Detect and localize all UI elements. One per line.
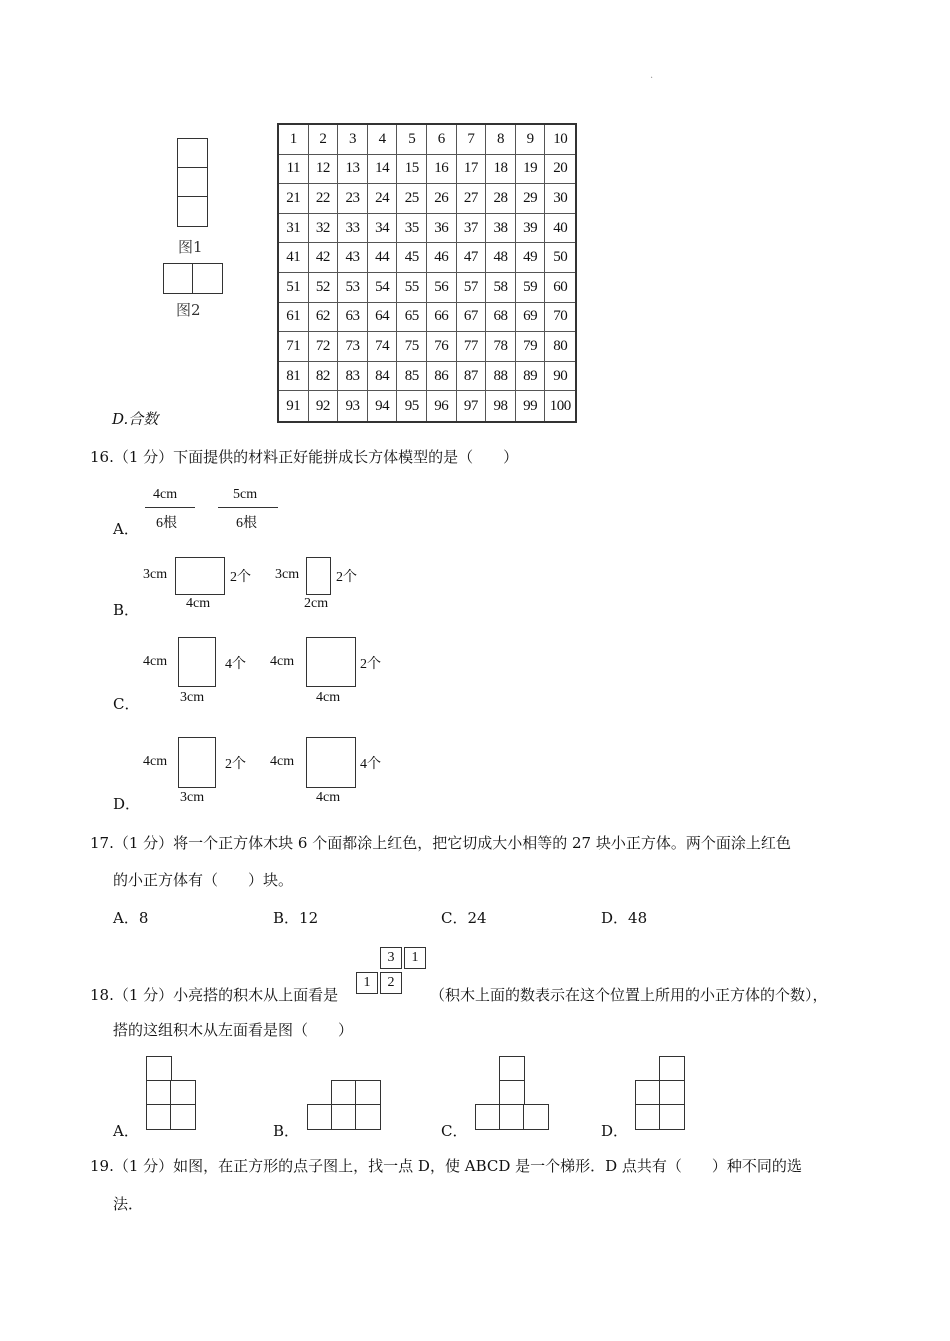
grid-cell: 92 [309,391,339,421]
grid-cell: 68 [486,303,516,333]
top-view-cell: 2 [380,972,402,994]
grid-cell: 88 [486,362,516,392]
grid-cell: 13 [338,155,368,185]
grid-cell: 57 [457,273,487,303]
grid-cell: 79 [516,332,546,362]
grid-cell: 55 [397,273,427,303]
grid-cell: 28 [486,184,516,214]
q16-option-b-label: B． [113,601,140,619]
grid-cell: 46 [427,243,457,273]
q16-stem: 16.（1 分）下面提供的材料正好能拼成长方体模型的是（ ） [90,448,519,466]
grid-cell: 100 [549,397,571,414]
q16-b-rect1-count: 2个 [230,570,251,585]
grid-cell: 75 [397,332,427,362]
q16-b-rect2-bottom: 2cm [304,596,329,611]
grid-cell: 58 [486,273,516,303]
q16-a-stick1-count: 6根 [156,516,177,531]
grid-cell: 43 [338,243,368,273]
grid-cell: 99 [516,391,546,421]
grid-cell: 77 [457,332,487,362]
grid-cell: 31 [279,214,309,244]
grid-cell: 61 [279,303,309,333]
fig2-square-right [192,263,223,294]
grid-cell: 16 [427,155,457,185]
q16-a-stick1 [145,507,195,508]
q16-c-rect2-bottom: 4cm [316,690,341,705]
q16-option-a-label: A． [113,520,139,538]
q18-stem-suffix: （积木上面的数表示在这个位置上所用的小正方体的个数）， [430,986,828,1004]
grid-cell: 81 [279,362,309,392]
q16-c-rect2 [306,637,356,687]
grid-cell: 71 [279,332,309,362]
grid-cell: 37 [457,214,487,244]
grid-cell: 39 [516,214,546,244]
grid-cell: 47 [457,243,487,273]
grid-cell: 93 [338,391,368,421]
grid-cell: 35 [397,214,427,244]
grid-cell: 24 [368,184,398,214]
fig2-square-left [163,263,194,294]
top-view-cell: 1 [404,947,426,969]
grid-cell: 52 [309,273,339,303]
q16-c-rect1-bottom: 3cm [180,690,205,705]
grid-cell: 27 [457,184,487,214]
q16-option-d-label: D． [113,795,141,813]
q16-d-rect1-side: 4cm [143,754,168,769]
grid-cell: 72 [309,332,339,362]
grid-cell: 91 [279,391,309,421]
q19-line2: 法． [113,1195,144,1213]
fig2-label: 图2 [176,301,201,319]
grid-cell: 73 [338,332,368,362]
grid-cell: 64 [368,303,398,333]
grid-cell: 59 [516,273,546,303]
fig1-label: 图1 [178,238,203,256]
grid-cell: 60 [545,273,575,303]
grid-cell: 33 [338,214,368,244]
top-view-cell: 1 [356,972,378,994]
q16-b-rect1-side: 3cm [143,567,168,582]
grid-cell: 51 [279,273,309,303]
q17-option-c: C．24 [441,909,487,927]
grid-cell: 34 [368,214,398,244]
grid-cell: 15 [397,155,427,185]
grid-cell: 66 [427,303,457,333]
q18-option-c-label: C． [441,1122,468,1140]
grid-cell: 85 [397,362,427,392]
grid-cell: 74 [368,332,398,362]
q16-a-stick2 [218,507,278,508]
grid-cell: 89 [516,362,546,392]
grid-cell: 23 [338,184,368,214]
grid-cell: 32 [309,214,339,244]
q16-b-rect2-side: 3cm [275,567,300,582]
q16-option-c-label: C． [113,695,140,713]
top-view-cell: 3 [380,947,402,969]
grid-cell: 41 [279,243,309,273]
grid-cell: 40 [545,214,575,244]
grid-cell: 62 [309,303,339,333]
grid-cell: 80 [545,332,575,362]
grid-cell: 5 [397,125,427,155]
grid-cell: 44 [368,243,398,273]
q16-b-rect1 [175,557,225,595]
grid-cell: 4 [368,125,398,155]
q17-option-a: A．8 [113,909,149,927]
grid-cell: 29 [516,184,546,214]
q16-d-rect2-side: 4cm [270,754,295,769]
fig1-square-bottom [177,196,208,227]
fig1-square-middle [177,167,208,198]
grid-cell: 7 [457,125,487,155]
grid-cell: 45 [397,243,427,273]
grid-cell: 30 [545,184,575,214]
q16-b-rect2-count: 2个 [336,570,357,585]
q17-line2: 的小正方体有（ ）块。 [113,871,294,889]
grid-cell: 36 [427,214,457,244]
grid-cell: 76 [427,332,457,362]
grid-cell: 98 [486,391,516,421]
q16-c-rect1-count: 4个 [225,657,246,672]
q16-b-rect2 [306,557,331,595]
grid-cell: 87 [457,362,487,392]
grid-cell: 90 [545,362,575,392]
grid-cell: 12 [309,155,339,185]
grid-cell: 95 [397,391,427,421]
grid-cell: 49 [516,243,546,273]
q16-a-stick2-length: 5cm [233,487,258,502]
q18-stem-prefix: 18.（1 分）小亮搭的积木从上面看是 [90,986,339,1004]
grid-cell: 18 [486,155,516,185]
grid-cell: 17 [457,155,487,185]
hundred-number-grid [277,123,577,423]
grid-cell: 10 [545,125,575,155]
grid-cell: 83 [338,362,368,392]
q16-c-rect1-side: 4cm [143,654,168,669]
grid-cell: 11 [279,155,309,185]
grid-cell: 54 [368,273,398,303]
q16-a-stick2-count: 6根 [236,516,257,531]
grid-cell: 26 [427,184,457,214]
q16-d-rect2-bottom: 4cm [316,790,341,805]
grid-cell: 22 [309,184,339,214]
grid-cell: 8 [486,125,516,155]
grid-cell: 53 [338,273,368,303]
fig1-square-top [177,138,208,169]
grid-cell: 67 [457,303,487,333]
q18-option-b-label: B． [273,1122,300,1140]
q16-c-rect1 [178,637,216,687]
grid-cell: 82 [309,362,339,392]
q16-d-rect1 [178,737,216,788]
grid-cell: 38 [486,214,516,244]
q17-line1: 17.（1 分）将一个正方体木块 6 个面都涂上红色，把它切成大小相等的 27 块小正方体。两个面涂上红色 [90,834,791,852]
q17-option-b: B．12 [273,909,319,927]
grid-cell: 70 [545,303,575,333]
grid-cell: 78 [486,332,516,362]
grid-cell: 6 [427,125,457,155]
q18-line2: 搭的这组积木从左面看是图（ ） [113,1021,354,1039]
grid-cell: 1 [279,125,309,155]
q16-c-rect2-side: 4cm [270,654,295,669]
grid-cell: 19 [516,155,546,185]
q16-d-rect2-count: 4个 [360,757,381,772]
grid-cell: 25 [397,184,427,214]
q19-line1: 19.（1 分）如图，在正方形的点子图上，找一点 D，使 ABCD 是一个梯形．D 点共有（ ）种不同的选 [90,1157,802,1175]
q17-option-d: D．48 [601,909,648,927]
grid-cell: 94 [368,391,398,421]
q18-option-d-label: D． [601,1122,629,1140]
grid-cell: 20 [545,155,575,185]
grid-cell: 2 [309,125,339,155]
grid-cell: 86 [427,362,457,392]
grid-cell: 21 [279,184,309,214]
grid-cell: 65 [397,303,427,333]
grid-cell: 9 [516,125,546,155]
q18-option-a-label: A． [113,1122,139,1140]
q15-option-d: D.合数 [112,410,159,428]
grid-cell: 42 [309,243,339,273]
grid-cell: 96 [427,391,457,421]
grid-cell: 48 [486,243,516,273]
q16-d-rect2 [306,737,356,788]
grid-cell: 63 [338,303,368,333]
stray-mark: . [650,70,654,81]
grid-cell: 69 [516,303,546,333]
grid-cell: 56 [427,273,457,303]
q16-c-rect2-count: 2个 [360,657,381,672]
grid-cell: 14 [368,155,398,185]
grid-cell: 50 [545,243,575,273]
q16-d-rect1-bottom: 3cm [180,790,205,805]
grid-cell: 3 [338,125,368,155]
q16-a-stick1-length: 4cm [153,487,178,502]
grid-cell: 84 [368,362,398,392]
grid-cell: 97 [457,391,487,421]
q16-b-rect1-bottom: 4cm [186,596,211,611]
q16-d-rect1-count: 2个 [225,757,246,772]
